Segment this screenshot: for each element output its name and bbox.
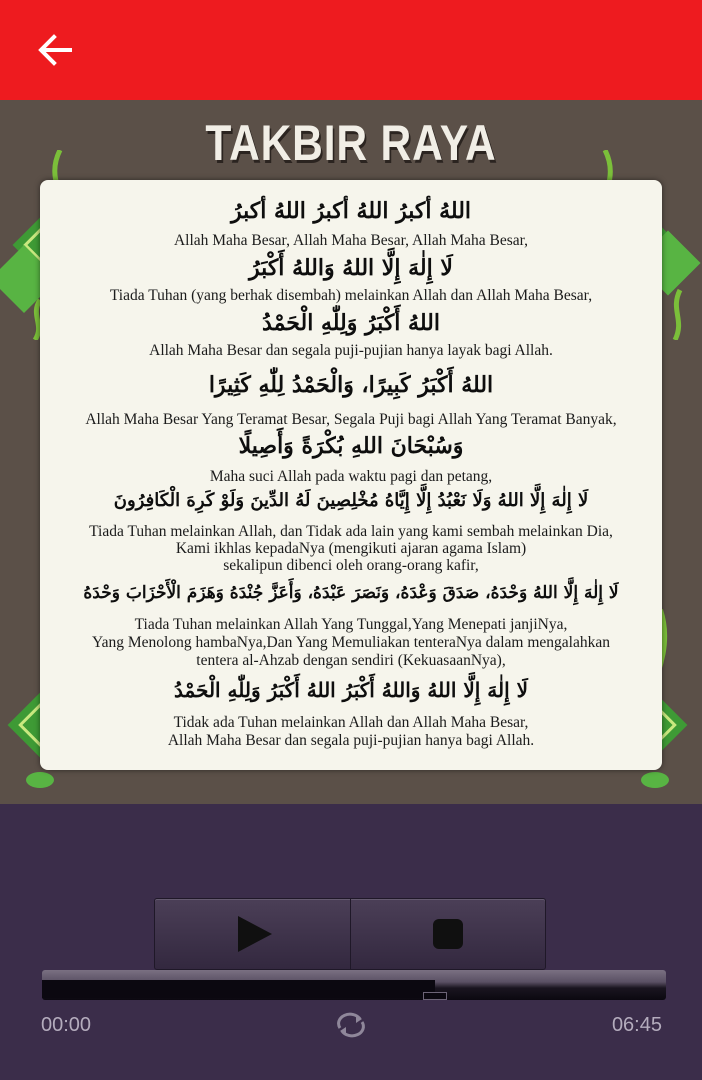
current-time: 00:00 — [41, 1014, 92, 1036]
verse-translation: Tidak ada Tuhan melainkan Allah dan Allah Maha Besar, — [173, 714, 529, 731]
stop-icon — [433, 919, 463, 949]
verse-translation: Yang Menolong hambaNya,Dan Yang Memuliakan tenteraNya dalam mengalahkan — [92, 634, 610, 651]
verse-arabic: لَا إِلٰهَ إِلَّا اللهُ وَاللهُ أَكْبَرُ — [249, 255, 453, 281]
verse-arabic: لَا إِلٰهَ إِلَّا اللهُ وَاللهُ أَكْبَرُ اللهُ أَكْبَرُ وَلِلّٰهِ الْحَمْدُ — [173, 678, 529, 702]
play-icon — [238, 916, 272, 952]
verse-arabic: لَا إِلٰهَ إِلَّا اللهُ وَلَا نَعْبُدُ إِلَّا إِيَّاهُ مُخْلِصِينَ لَهُ الدِّينَ وَلَوْ كَرِهَ الْكَافِرُونَ — [113, 490, 589, 511]
takbir-poster — [0, 100, 702, 804]
verse-translation: Tiada Tuhan melainkan Allah, dan Tidak ada lain yang kami sembah melainkan Dia, — [89, 523, 613, 540]
stop-button[interactable] — [351, 899, 547, 969]
play-button[interactable] — [155, 899, 351, 969]
seek-thumb[interactable] — [423, 992, 447, 1000]
total-time: 06:45 — [611, 1014, 662, 1036]
back-button[interactable] — [30, 25, 80, 75]
verse-translation: Allah Maha Besar Yang Teramat Besar, Segala Puji bagi Allah Yang Teramat Banyak, — [85, 411, 617, 428]
audio-player — [0, 804, 702, 1080]
verse-arabic: لَا إِلٰهَ إِلَّا اللهُ وَحْدَهُ، صَدَقَ وَعْدَهُ، وَنَصَرَ عَبْدَهُ، وَأَعَزَّ جُنْدَهُ وَهَزَمَ الْأَحْزَابَ وَحْدَهُ — [83, 583, 619, 603]
verse-translation: Allah Maha Besar, Allah Maha Besar, Allah Maha Besar, — [173, 232, 529, 249]
arrow-left-icon — [30, 25, 80, 75]
verse-translation: Maha suci Allah pada waktu pagi dan petang, — [209, 468, 493, 485]
verse-translation: sekalipun dibenci oleh orang-orang kafir, — [223, 557, 479, 574]
seek-bar[interactable] — [42, 970, 666, 1000]
poster-title: TAKBIR RAYA — [205, 115, 497, 171]
verse-arabic: وَسُبْحَانَ اللهِ بُكْرَةً وَأَصِيلًا — [238, 433, 464, 459]
verse-translation: Kami ikhlas kepadaNya (mengikuti ajaran agama Islam) — [175, 540, 527, 557]
verse-arabic: اللهُ أَكْبَرُ كَبِيرًا، وَالْحَمْدُ لِلّٰهِ كَثِيرًا — [208, 372, 494, 398]
repeat-icon[interactable] — [332, 1010, 370, 1040]
seek-progress — [42, 980, 435, 998]
verse-translation: Tiada Tuhan melainkan Allah Yang Tunggal,Yang Menepati janjiNya, — [134, 616, 568, 633]
verse-arabic: اللهُ أَكْبَرُ وَلِلّٰهِ الْحَمْدُ — [262, 310, 440, 336]
verse-translation: Allah Maha Besar dan segala puji-pujian hanya layak bagi Allah. — [149, 342, 553, 359]
app-bar — [0, 0, 702, 100]
verse-translation: tentera al-Ahzab dengan sendiri (KekuasaanNya), — [196, 652, 506, 669]
verse-translation: Allah Maha Besar dan segala puji-pujian hanya bagi Allah. — [167, 732, 535, 749]
verse-translation: Tiada Tuhan (yang berhak disembah) melainkan Allah dan Allah Maha Besar, — [109, 287, 593, 304]
verse-arabic: اللهُ أكبرُ اللهُ أكبرُ اللهُ أكبرُ — [230, 198, 472, 224]
playback-controls — [154, 898, 546, 970]
